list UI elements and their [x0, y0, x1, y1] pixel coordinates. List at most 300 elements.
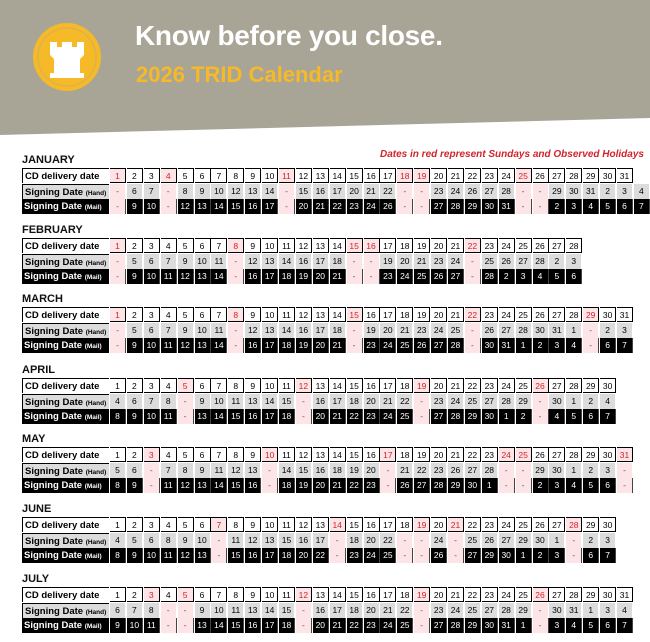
- hand-signing-cell: 5: [127, 254, 143, 269]
- month-title: FEBRUARY: [22, 224, 83, 236]
- cd-date-cell: 2: [127, 238, 143, 253]
- row-label-mail: Signing Date (Mail): [22, 199, 109, 214]
- mail-signing-cell: -: [228, 338, 244, 353]
- hand-signing-cell: 15: [296, 463, 312, 478]
- mail-signing-cell: 30: [465, 478, 481, 493]
- hand-signing-cell: 20: [364, 394, 380, 409]
- mail-signing-cell: 20: [313, 409, 329, 424]
- month-title: JUNE: [22, 503, 52, 515]
- mail-signing-cell: 13: [195, 548, 211, 563]
- cd-date-cell: 26: [533, 517, 549, 532]
- cd-date-cell: 23: [482, 517, 498, 532]
- cd-date-cell: 3: [144, 238, 160, 253]
- hand-signing-cell: 24: [448, 254, 464, 269]
- hand-signing-cell: 5: [127, 533, 143, 548]
- mail-signing-cell: 23: [347, 199, 363, 214]
- mail-signing-cell: 22: [347, 478, 363, 493]
- mail-signing-cell: 10: [144, 338, 160, 353]
- cd-date-cell: 15: [347, 307, 363, 322]
- cd-date-cell: 8: [228, 307, 244, 322]
- hand-signing-cell: 21: [380, 603, 396, 618]
- page-subtitle: 2026 TRID Calendar: [136, 62, 343, 87]
- cd-date-cell: 23: [482, 587, 498, 602]
- mail-signing-cell: 27: [431, 338, 447, 353]
- mail-signing-cell: 11: [144, 618, 160, 633]
- cd-date-cell: 31: [617, 447, 633, 462]
- cd-date-cell: 9: [245, 587, 261, 602]
- cd-date-cell: 12: [296, 378, 312, 393]
- mail-signing-cell: 16: [245, 618, 261, 633]
- cd-date-cell: 4: [161, 587, 177, 602]
- cd-date-cell: 6: [195, 168, 211, 183]
- mail-signing-cell: 18: [279, 618, 295, 633]
- mail-signing-cell: -: [516, 199, 532, 214]
- cd-date-cell: 5: [178, 168, 194, 183]
- cd-date-cell: 26: [533, 447, 549, 462]
- mail-signing-cell: 10: [127, 618, 143, 633]
- cd-date-cell: 24: [499, 587, 515, 602]
- hand-signing-cell: 23: [431, 184, 447, 199]
- cd-date-cell: 27: [549, 238, 565, 253]
- hand-signing-cell: 29: [516, 533, 532, 548]
- hand-signing-cell: 25: [465, 533, 481, 548]
- hand-signing-cell: -: [347, 323, 363, 338]
- row-label-hand: Signing Date (Hand): [22, 463, 109, 478]
- hand-signing-cell: 4: [600, 394, 616, 409]
- hand-signing-cell: 14: [279, 254, 295, 269]
- mail-signing-cell: -: [516, 478, 532, 493]
- cd-date-cell: 29: [583, 307, 599, 322]
- cd-date-cell: 6: [195, 307, 211, 322]
- cd-date-cell: 13: [313, 447, 329, 462]
- row-label-cd: CD delivery date: [22, 378, 109, 393]
- hand-signing-cell: 11: [228, 603, 244, 618]
- mail-signing-cell: 15: [228, 199, 244, 214]
- hand-signing-cell: 29: [516, 603, 532, 618]
- hand-signing-cell: 7: [144, 394, 160, 409]
- mail-signing-cell: 21: [313, 199, 329, 214]
- mail-signing-cell: 7: [617, 618, 633, 633]
- cd-date-cell: 30: [600, 307, 616, 322]
- mail-signing-cell: 20: [296, 199, 312, 214]
- hand-signing-cell: 23: [414, 323, 430, 338]
- mail-signing-cell: 16: [245, 338, 261, 353]
- cd-date-cell: 5: [178, 447, 194, 462]
- mail-signing-cell: 3: [549, 618, 565, 633]
- mail-signing-cell: 30: [482, 409, 498, 424]
- cd-date-cell: 29: [583, 517, 599, 532]
- cd-date-cell: 17: [380, 307, 396, 322]
- cd-date-cell: 11: [279, 238, 295, 253]
- cd-date-cell: 1: [110, 168, 126, 183]
- hand-signing-cell: 14: [279, 463, 295, 478]
- mail-signing-cell: 24: [397, 269, 413, 284]
- hand-signing-cell: 3: [566, 254, 582, 269]
- mail-signing-cell: -: [178, 409, 194, 424]
- mail-signing-cell: 9: [127, 548, 143, 563]
- row-label-cd: CD delivery date: [22, 517, 109, 532]
- mail-signing-cell: 6: [600, 618, 616, 633]
- hand-signing-cell: 16: [296, 323, 312, 338]
- mail-signing-cell: -: [347, 269, 363, 284]
- mail-signing-cell: 27: [431, 618, 447, 633]
- mail-signing-cell: 10: [144, 409, 160, 424]
- hand-signing-cell: -: [110, 184, 126, 199]
- cd-date-cell: 17: [380, 238, 396, 253]
- mail-signing-cell: 29: [465, 409, 481, 424]
- mail-signing-cell: 30: [482, 618, 498, 633]
- row-label-mail: Signing Date (Mail): [22, 618, 109, 633]
- hand-signing-cell: -: [583, 323, 599, 338]
- hand-signing-cell: 27: [465, 463, 481, 478]
- hand-signing-cell: 15: [279, 603, 295, 618]
- mail-signing-cell: 7: [617, 338, 633, 353]
- cd-date-cell: 12: [296, 168, 312, 183]
- mail-signing-cell: 26: [431, 548, 447, 563]
- cd-date-cell: 14: [330, 447, 346, 462]
- hand-signing-cell: -: [144, 463, 160, 478]
- mail-signing-cell: 8: [110, 478, 126, 493]
- mail-signing-cell: 12: [178, 548, 194, 563]
- cd-date-cell: 13: [313, 587, 329, 602]
- cd-date-cell: 5: [178, 587, 194, 602]
- hand-signing-cell: 22: [414, 463, 430, 478]
- mail-signing-cell: 4: [566, 478, 582, 493]
- hand-signing-cell: 16: [313, 603, 329, 618]
- mail-signing-cell: 12: [178, 338, 194, 353]
- mail-signing-cell: 27: [448, 269, 464, 284]
- cd-date-cell: 20: [431, 168, 447, 183]
- mail-signing-cell: 25: [397, 618, 413, 633]
- cd-date-cell: 24: [499, 447, 515, 462]
- mail-signing-cell: 31: [499, 199, 515, 214]
- mail-signing-cell: 28: [448, 338, 464, 353]
- cd-date-cell: 13: [313, 238, 329, 253]
- cd-date-cell: 3: [144, 307, 160, 322]
- hand-signing-cell: 25: [482, 254, 498, 269]
- hand-signing-cell: 28: [499, 394, 515, 409]
- hand-signing-cell: 4: [110, 394, 126, 409]
- hand-signing-cell: 6: [144, 323, 160, 338]
- hand-signing-cell: 30: [549, 394, 565, 409]
- cd-date-cell: 1: [110, 447, 126, 462]
- mail-signing-cell: 11: [161, 548, 177, 563]
- mail-signing-cell: -: [414, 548, 430, 563]
- month-title: MARCH: [22, 293, 63, 305]
- hand-signing-cell: 2: [600, 184, 616, 199]
- mail-signing-cell: 4: [566, 338, 582, 353]
- hand-signing-cell: 18: [347, 603, 363, 618]
- cd-date-cell: 15: [347, 168, 363, 183]
- hand-signing-cell: 13: [262, 323, 278, 338]
- cd-date-cell: 31: [617, 307, 633, 322]
- hand-signing-cell: 9: [178, 533, 194, 548]
- mail-signing-cell: 7: [600, 409, 616, 424]
- hand-signing-cell: 9: [195, 603, 211, 618]
- mail-signing-cell: 13: [195, 478, 211, 493]
- cd-date-cell: 29: [583, 168, 599, 183]
- hand-signing-cell: 13: [245, 603, 261, 618]
- cd-date-cell: 22: [465, 238, 481, 253]
- cd-date-cell: 31: [617, 587, 633, 602]
- hand-signing-cell: -: [330, 533, 346, 548]
- row-label-cd: CD delivery date: [22, 307, 109, 322]
- hand-signing-cell: -: [533, 184, 549, 199]
- hand-signing-cell: 7: [161, 254, 177, 269]
- legend-note: Dates in red represent Sundays and Observed Holidays: [380, 149, 644, 160]
- mail-signing-cell: -: [262, 478, 278, 493]
- cd-date-cell: 4: [161, 168, 177, 183]
- mail-signing-cell: 6: [583, 409, 599, 424]
- cd-date-cell: 22: [465, 447, 481, 462]
- cd-date-cell: 6: [195, 238, 211, 253]
- hand-signing-cell: 14: [279, 323, 295, 338]
- mail-signing-cell: 14: [211, 199, 227, 214]
- cd-date-cell: 1: [110, 378, 126, 393]
- mail-signing-cell: -: [397, 548, 413, 563]
- cd-date-cell: 15: [347, 378, 363, 393]
- cd-date-cell: 23: [482, 378, 498, 393]
- hand-signing-cell: -: [178, 603, 194, 618]
- hand-signing-cell: 12: [245, 533, 261, 548]
- hand-signing-cell: 24: [448, 603, 464, 618]
- mail-signing-cell: 19: [296, 478, 312, 493]
- cd-date-cell: 22: [465, 378, 481, 393]
- mail-signing-cell: 24: [364, 548, 380, 563]
- cd-date-cell: 17: [380, 517, 396, 532]
- cd-date-cell: 20: [431, 378, 447, 393]
- cd-date-cell: 2: [127, 168, 143, 183]
- mail-signing-cell: 3: [516, 269, 532, 284]
- mail-signing-cell: 14: [211, 269, 227, 284]
- cd-date-cell: 10: [262, 378, 278, 393]
- cd-date-cell: 28: [566, 378, 582, 393]
- mail-signing-cell: 20: [313, 269, 329, 284]
- mail-signing-cell: 20: [313, 338, 329, 353]
- mail-signing-cell: -: [110, 338, 126, 353]
- mail-signing-cell: 24: [380, 409, 396, 424]
- cd-date-cell: 27: [549, 517, 565, 532]
- cd-date-cell: 4: [161, 517, 177, 532]
- cd-date-cell: 1: [110, 587, 126, 602]
- cd-date-cell: 17: [380, 378, 396, 393]
- mail-signing-cell: 8: [110, 548, 126, 563]
- mail-signing-cell: 9: [127, 199, 143, 214]
- hand-signing-cell: 30: [549, 603, 565, 618]
- cd-date-cell: 20: [431, 517, 447, 532]
- hand-signing-cell: 6: [127, 463, 143, 478]
- row-label-tag: (Mail): [84, 274, 102, 281]
- cd-date-cell: 11: [279, 378, 295, 393]
- mail-signing-cell: 29: [465, 618, 481, 633]
- mail-signing-cell: 23: [347, 548, 363, 563]
- hand-signing-cell: 1: [566, 394, 582, 409]
- mail-signing-cell: 15: [228, 409, 244, 424]
- hand-signing-cell: -: [499, 463, 515, 478]
- cd-date-cell: 12: [296, 587, 312, 602]
- hand-signing-cell: -: [414, 394, 430, 409]
- hand-signing-cell: 16: [313, 394, 329, 409]
- mail-signing-cell: 4: [549, 409, 565, 424]
- mail-signing-cell: 2: [533, 478, 549, 493]
- cd-date-cell: 21: [448, 378, 464, 393]
- hand-signing-cell: 27: [499, 323, 515, 338]
- hand-signing-cell: 30: [566, 184, 582, 199]
- hand-signing-cell: -: [178, 394, 194, 409]
- cd-date-cell: 26: [533, 587, 549, 602]
- cd-date-cell: 3: [144, 587, 160, 602]
- mail-signing-cell: -: [566, 548, 582, 563]
- mail-signing-cell: 26: [380, 199, 396, 214]
- hand-signing-cell: 13: [262, 533, 278, 548]
- cd-date-cell: 19: [414, 587, 430, 602]
- cd-date-cell: 28: [566, 447, 582, 462]
- hand-signing-cell: 20: [364, 603, 380, 618]
- cd-date-cell: 8: [228, 447, 244, 462]
- row-label-tag: (Mail): [84, 623, 102, 630]
- row-label-tag: (Hand): [85, 329, 107, 336]
- mail-signing-cell: 21: [330, 269, 346, 284]
- cd-date-cell: 23: [482, 307, 498, 322]
- hand-signing-cell: 13: [262, 254, 278, 269]
- hand-signing-cell: 13: [245, 463, 261, 478]
- mail-signing-cell: 23: [364, 338, 380, 353]
- cd-date-cell: 16: [364, 447, 380, 462]
- hand-signing-cell: 2: [600, 323, 616, 338]
- hand-signing-cell: -: [110, 323, 126, 338]
- hand-signing-cell: 27: [482, 603, 498, 618]
- mail-signing-cell: 17: [262, 409, 278, 424]
- hand-signing-cell: 18: [347, 394, 363, 409]
- hand-signing-cell: 30: [533, 533, 549, 548]
- mail-signing-cell: 21: [330, 409, 346, 424]
- row-label-hand: Signing Date (Hand): [22, 184, 109, 199]
- hand-signing-cell: 24: [431, 533, 447, 548]
- cd-date-cell: 14: [330, 307, 346, 322]
- hand-signing-cell: 22: [380, 184, 396, 199]
- cd-date-cell: 16: [364, 307, 380, 322]
- row-label-mail: Signing Date (Mail): [22, 478, 109, 493]
- mail-signing-cell: 14: [211, 338, 227, 353]
- row-label-mail: Signing Date (Mail): [22, 548, 109, 563]
- mail-signing-cell: 13: [195, 409, 211, 424]
- hand-signing-cell: 22: [380, 533, 396, 548]
- cd-date-cell: 22: [465, 168, 481, 183]
- hand-signing-cell: -: [364, 254, 380, 269]
- mail-signing-cell: 7: [600, 548, 616, 563]
- hand-signing-cell: 23: [431, 394, 447, 409]
- mail-signing-cell: 31: [499, 338, 515, 353]
- cd-date-cell: 9: [245, 168, 261, 183]
- cd-date-cell: 4: [161, 307, 177, 322]
- cd-date-cell: 21: [448, 517, 464, 532]
- hand-signing-cell: 15: [279, 533, 295, 548]
- hand-signing-cell: 1: [549, 533, 565, 548]
- cd-date-cell: 24: [499, 238, 515, 253]
- mail-signing-cell: 7: [634, 199, 650, 214]
- month-title: APRIL: [22, 364, 55, 376]
- mail-signing-cell: 8: [110, 409, 126, 424]
- mail-signing-cell: -: [228, 269, 244, 284]
- cd-date-cell: 13: [313, 517, 329, 532]
- mail-signing-cell: 5: [566, 409, 582, 424]
- mail-signing-cell: 17: [262, 548, 278, 563]
- hand-signing-cell: -: [161, 184, 177, 199]
- cd-date-cell: 2: [127, 517, 143, 532]
- mail-signing-cell: 28: [448, 199, 464, 214]
- cd-date-cell: 15: [347, 447, 363, 462]
- mail-signing-cell: 28: [448, 409, 464, 424]
- cd-date-cell: 17: [380, 587, 396, 602]
- hand-signing-cell: 24: [448, 394, 464, 409]
- hand-signing-cell: 3: [600, 603, 616, 618]
- cd-date-cell: 9: [245, 378, 261, 393]
- cd-date-cell: 16: [364, 587, 380, 602]
- mail-signing-cell: 18: [279, 409, 295, 424]
- mail-signing-cell: 2: [499, 269, 515, 284]
- mail-signing-cell: 9: [127, 409, 143, 424]
- mail-signing-cell: 2: [549, 199, 565, 214]
- cd-date-cell: 26: [533, 168, 549, 183]
- mail-signing-cell: -: [414, 199, 430, 214]
- mail-signing-cell: 22: [313, 548, 329, 563]
- row-label-cd: CD delivery date: [22, 447, 109, 462]
- hand-signing-cell: 8: [161, 394, 177, 409]
- cd-date-cell: 25: [516, 378, 532, 393]
- mail-signing-cell: 2: [533, 548, 549, 563]
- mail-signing-cell: 24: [364, 199, 380, 214]
- hand-signing-cell: 17: [330, 603, 346, 618]
- hand-signing-cell: 25: [465, 394, 481, 409]
- cd-date-cell: 27: [549, 307, 565, 322]
- cd-date-cell: 19: [414, 378, 430, 393]
- cd-date-cell: 19: [414, 447, 430, 462]
- mail-signing-cell: -: [533, 199, 549, 214]
- mail-signing-cell: 16: [245, 269, 261, 284]
- hand-signing-cell: 10: [211, 394, 227, 409]
- mail-signing-cell: 23: [364, 478, 380, 493]
- hand-signing-cell: 26: [482, 533, 498, 548]
- cd-date-cell: 7: [211, 378, 227, 393]
- hand-signing-cell: 31: [549, 323, 565, 338]
- cd-date-cell: 28: [566, 517, 582, 532]
- mail-signing-cell: 13: [195, 338, 211, 353]
- mail-signing-cell: 22: [330, 199, 346, 214]
- hand-signing-cell: -: [397, 184, 413, 199]
- cd-date-cell: 12: [296, 447, 312, 462]
- cd-date-cell: 27: [549, 168, 565, 183]
- month-title: JANUARY: [22, 154, 75, 166]
- cd-date-cell: 16: [364, 517, 380, 532]
- cd-date-cell: 30: [600, 168, 616, 183]
- mail-signing-cell: 16: [245, 409, 261, 424]
- cd-date-cell: 21: [448, 168, 464, 183]
- mail-signing-cell: 24: [380, 338, 396, 353]
- hand-signing-cell: 11: [228, 394, 244, 409]
- mail-signing-cell: 27: [465, 548, 481, 563]
- mail-signing-cell: -: [211, 548, 227, 563]
- hand-signing-cell: 21: [397, 323, 413, 338]
- mail-signing-cell: 30: [482, 199, 498, 214]
- hand-signing-cell: 16: [313, 463, 329, 478]
- cd-date-cell: 6: [195, 587, 211, 602]
- cd-date-cell: 25: [516, 517, 532, 532]
- hand-signing-cell: 12: [228, 463, 244, 478]
- cd-date-cell: 26: [533, 378, 549, 393]
- mail-signing-cell: 1: [499, 409, 515, 424]
- mail-signing-cell: 20: [313, 478, 329, 493]
- mail-signing-cell: -: [296, 618, 312, 633]
